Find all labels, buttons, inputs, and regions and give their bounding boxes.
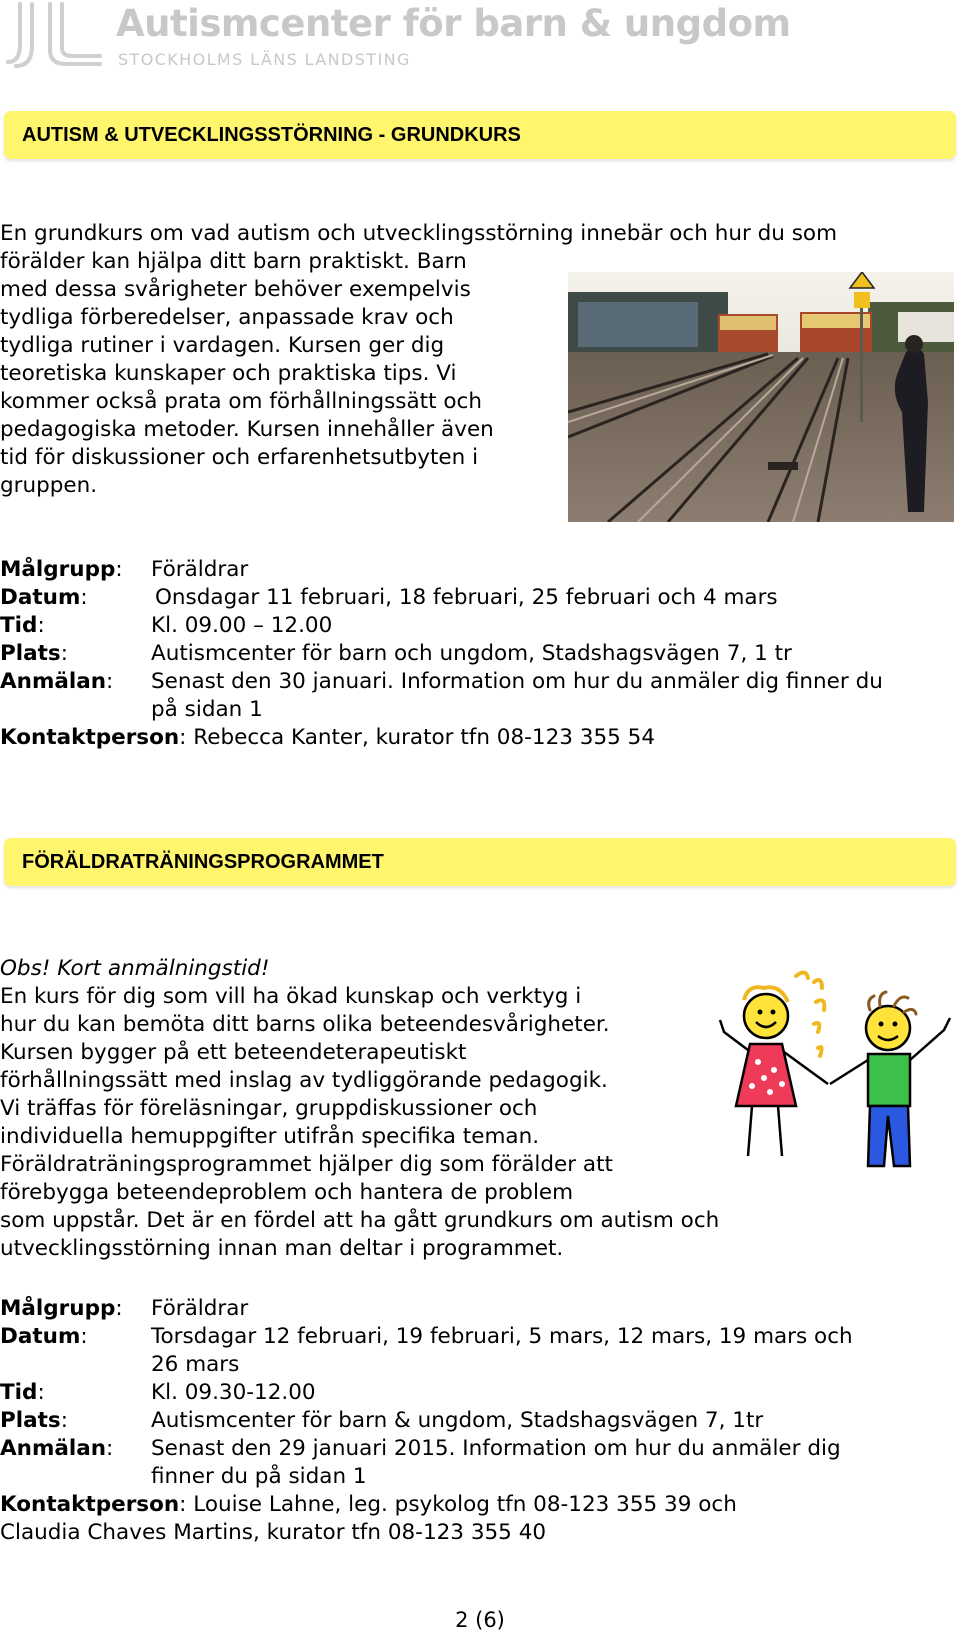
time-label: Tid [0, 613, 38, 638]
section-heading-banner [4, 838, 956, 886]
target-group-label: Målgrupp [0, 557, 116, 582]
contact-row: Kontaktperson: Louise Lahne, leg. psykolog tfn 08-123 355 39 och [0, 1492, 737, 1517]
target-group-label: Målgrupp [0, 1296, 116, 1321]
page-number: 2 (6) [455, 1608, 505, 1632]
description-line: utvecklingsstörning innan man deltar i programmet. [0, 1236, 564, 1261]
description-line: hur du kan bemöta ditt barns olika beteendesvårigheter. [0, 1012, 610, 1037]
registration-value: Senast den 30 januari. Information om hur du anmäler dig finner du [151, 669, 883, 694]
description-line: Vi träffas för föreläsningar, gruppdiskussioner och [0, 1096, 538, 1121]
registration-label: Anmälan [0, 669, 107, 694]
children-drawing [718, 966, 952, 1184]
description-line: En kurs för dig som vill ha ökad kunskap och verktyg i [0, 984, 582, 1009]
registration-label: Anmälan [0, 1436, 107, 1461]
contact-value-cont: Claudia Chaves Martins, kurator tfn 08-123 355 40 [0, 1520, 547, 1545]
logo-icon [6, 2, 102, 68]
section-heading: FÖRÄLDRATRÄNINGSPROGRAMMET [22, 851, 384, 873]
description-line: Föräldraträningsprogrammet hjälper dig som förälder att [0, 1152, 613, 1177]
time-row: Tid: Kl. 09.30-12.00 [0, 1380, 316, 1405]
place-label: Plats [0, 641, 61, 666]
registration-row: Anmälan: Senast den 30 januari. Information om hur du anmäler dig finner du [0, 669, 883, 694]
contact-row: Kontaktperson: Rebecca Kanter, kurator tfn 08-123 355 54 [0, 725, 656, 750]
railway-photo [568, 272, 954, 522]
organization-subtitle: STOCKHOLMS LÄNS LANDSTING [118, 50, 411, 69]
date-label: Datum [0, 1324, 81, 1349]
description-line: teoretiska kunskaper och praktiska tips. Vi [0, 361, 457, 386]
time-row: Tid: Kl. 09.00 – 12.00 [0, 613, 333, 638]
contact-value: Rebecca Kanter, kurator tfn 08-123 355 54 [193, 725, 656, 750]
description-line: förhållningssätt med inslag av tydliggörande pedagogik. [0, 1068, 608, 1093]
description-line: som uppstår. Det är en fördel att ha gått grundkurs om autism och [0, 1208, 720, 1233]
registration-value-cont: på sidan 1 [151, 697, 263, 722]
contact-value: Louise Lahne, leg. psykolog tfn 08-123 355 39 och [193, 1492, 737, 1517]
target-group-value: Föräldrar [151, 557, 249, 582]
time-value: Kl. 09.00 – 12.00 [151, 613, 333, 638]
description-line: tid för diskussioner och erfarenhetsutbyten i [0, 445, 479, 470]
contact-label: Kontaktperson [0, 725, 180, 750]
description-line: förälder kan hjälpa ditt barn praktiskt. Barn [0, 249, 467, 274]
date-label: Datum [0, 585, 81, 610]
date-value: Onsdagar 11 februari, 18 februari, 25 februari och 4 mars [155, 585, 778, 610]
date-row: Datum: Onsdagar 11 februari, 18 februari, 25 februari och 4 mars [0, 585, 778, 610]
description-line: En grundkurs om vad autism och utvecklingsstörning innebär och hur du som [0, 221, 838, 246]
organization-title: Autismcenter för barn & ungdom [116, 2, 791, 45]
description-line: pedagogiska metoder. Kursen innehåller även [0, 417, 494, 442]
target-group-row: Målgrupp: Föräldrar [0, 1296, 249, 1321]
registration-value: Senast den 29 januari 2015. Information om hur du anmäler dig [151, 1436, 841, 1461]
description-line: tydliga förberedelser, anpassade krav och [0, 305, 454, 330]
section-heading-banner [4, 111, 956, 159]
description-line: tydliga rutiner i vardagen. Kursen ger dig [0, 333, 445, 358]
description-line: individuella hemuppgifter utifrån specifika teman. [0, 1124, 540, 1149]
contact-label: Kontaktperson [0, 1492, 180, 1517]
date-value: Torsdagar 12 februari, 19 februari, 5 mars, 12 mars, 19 mars och [151, 1324, 853, 1349]
description-line: Kursen bygger på ett beteendeterapeutiskt [0, 1040, 467, 1065]
place-value: Autismcenter för barn & ungdom, Stadshagsvägen 7, 1tr [151, 1408, 764, 1433]
target-group-row: Målgrupp: Föräldrar [0, 557, 249, 582]
registration-row: Anmälan: Senast den 29 januari 2015. Information om hur du anmäler dig [0, 1436, 841, 1461]
place-row: Plats: Autismcenter för barn och ungdom, Stadshagsvägen 7, 1 tr [0, 641, 792, 666]
date-row: Datum: Torsdagar 12 februari, 19 februari, 5 mars, 12 mars, 19 mars och [0, 1324, 853, 1349]
description-line: gruppen. [0, 473, 98, 498]
description-line: med dessa svårigheter behöver exempelvis [0, 277, 471, 302]
section-heading: AUTISM & UTVECKLINGSSTÖRNING - GRUNDKURS [22, 124, 521, 146]
place-row: Plats: Autismcenter för barn & ungdom, Stadshagsvägen 7, 1tr [0, 1408, 764, 1433]
registration-value-cont: finner du på sidan 1 [151, 1464, 367, 1489]
description-line: förebygga beteendeproblem och hantera de problem [0, 1180, 574, 1205]
short-deadline-note: Obs! Kort anmälningstid! [0, 956, 270, 981]
time-label: Tid [0, 1380, 38, 1405]
time-value: Kl. 09.30-12.00 [151, 1380, 316, 1405]
description-line: kommer också prata om förhållningssätt och [0, 389, 482, 414]
place-value: Autismcenter för barn och ungdom, Stadshagsvägen 7, 1 tr [151, 641, 792, 666]
target-group-value: Föräldrar [151, 1296, 249, 1321]
date-value-cont: 26 mars [151, 1352, 240, 1377]
place-label: Plats [0, 1408, 61, 1433]
